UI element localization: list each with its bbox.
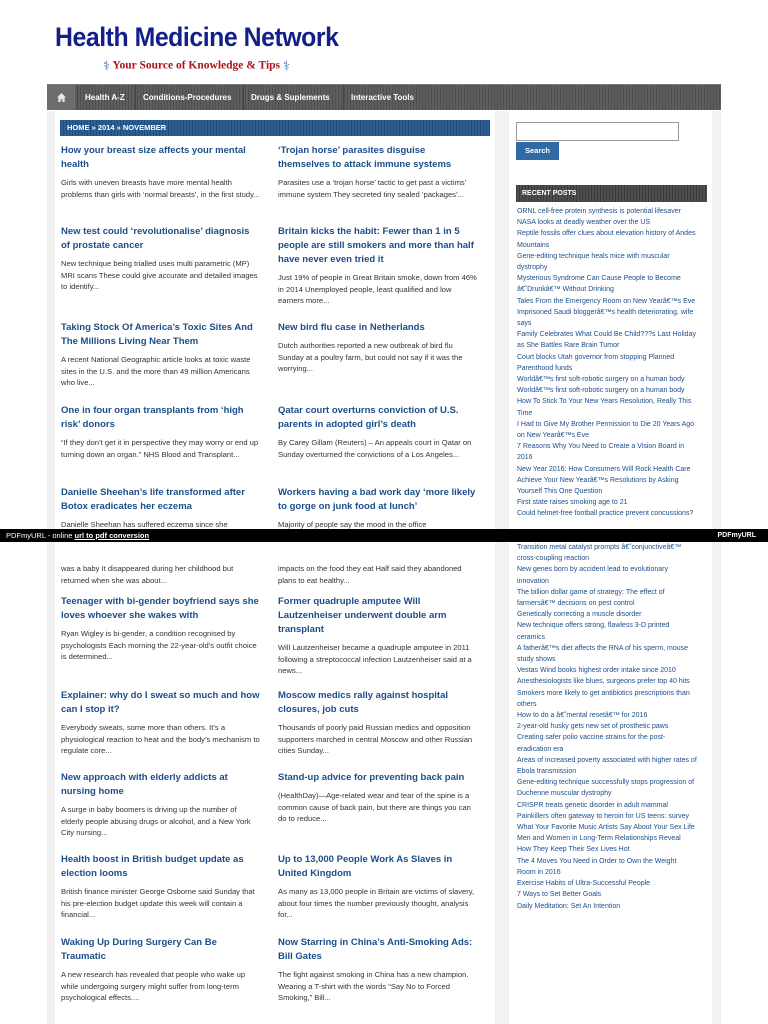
pdf-conversion-link[interactable]: url to pdf conversion: [74, 531, 150, 540]
nav-home-button[interactable]: [47, 85, 75, 110]
search-button[interactable]: Search: [516, 142, 559, 160]
caduceus-icon: ⚕: [282, 58, 290, 73]
article-card: [278, 853, 478, 921]
recent-post-link[interactable]: What Your Favorite Music Artists Say About Your Sex Life: [517, 824, 695, 832]
recent-post-link[interactable]: Transition metal catalyst prompts â€˜conjunctiveâ€™: [517, 544, 682, 551]
article-card: [278, 225, 478, 307]
article-title[interactable]: How your breast size affects your mental health: [61, 145, 246, 170]
recent-post-link[interactable]: â€˜Drunkâ€™ Without Drinking: [517, 286, 614, 294]
recent-post-link[interactable]: Tales From the Emergency Room on New Yearâ€™s Eve: [517, 297, 696, 305]
article-excerpt: A new research has revealed that people who wake up while undergoing surgery might suffer from long-term psychological effects....: [61, 970, 246, 1002]
article-title[interactable]: New approach with elderly addicts at nursing home: [61, 772, 228, 797]
recent-post-link[interactable]: Room in 2016: [517, 868, 561, 876]
tagline-text: Your Source of Knowledge & Tips: [112, 59, 281, 72]
article-title[interactable]: Britain kicks the habit: Fewer than 1 in 5 people are still smokers and more than half have never even tried it: [278, 226, 474, 265]
recent-post-link[interactable]: New technique offers strong, flawless 3-D printed: [517, 622, 670, 630]
recent-post-link[interactable]: Ebola transmission: [517, 768, 577, 776]
article-title[interactable]: Now Starring in China’s Anti-Smoking Ads: Bill Gates: [278, 937, 473, 962]
recent-post-link[interactable]: others: [517, 700, 537, 708]
recent-post-link[interactable]: farmersâ€™ decisions on pest control: [517, 600, 635, 608]
article-excerpt: A surge in baby boomers is driving up the number of elderly people abusing drugs or alcohol, and a New York City nursing...: [61, 805, 251, 837]
recent-post-link[interactable]: study shows: [517, 656, 556, 664]
article-excerpt: Parasites use a ‘trojan horse’ tactic to get past a victims’ immune system They secreted tiny sealed ‘packages’...: [278, 178, 467, 199]
recent-post-link[interactable]: How To Stick To Your New Years Resolution, Really This: [517, 398, 692, 406]
recent-post-link[interactable]: Parenthood funds: [517, 364, 573, 372]
recent-post-link[interactable]: The 4 Moves You Need in Order to Own the Weight: [517, 857, 677, 865]
article-title[interactable]: Taking Stock Of America’s Toxic Sites And The Millions Living Near Them: [61, 322, 253, 347]
article-title[interactable]: Moscow medics rally against hospital closures, job cuts: [278, 690, 448, 715]
site-tagline: [103, 58, 290, 74]
article-card: [61, 689, 261, 757]
article-card: [278, 486, 478, 531]
recent-post-link[interactable]: innovation: [517, 577, 549, 585]
search-input[interactable]: [516, 122, 679, 141]
recent-post-link[interactable]: Yourself This One Question: [517, 488, 603, 496]
article-excerpt: Ryan Wigley is bi-gender, a condition recognised by psychologists Each morning the 22-year-old’s outfit choice is determined...: [61, 629, 257, 661]
home-icon: [57, 93, 66, 102]
article-excerpt: Majority of people say the mood in the office: [278, 520, 427, 529]
nav-item-interactive-tools[interactable]: Interactive Tools: [343, 85, 421, 110]
recent-post-link[interactable]: The billion dollar game of strategy: The effect of: [517, 588, 665, 596]
recent-post-link[interactable]: Exercise Habits of Ultra-Successful People: [517, 880, 651, 888]
recent-post-link[interactable]: Men and Women in Long-Term Relationships Reveal: [517, 835, 681, 843]
recent-post-link[interactable]: 7 Ways to Set Better Goals: [517, 891, 602, 899]
article-excerpt: was a baby It disappeared during her childhood but returned when she was about...: [61, 564, 234, 585]
nav-item-drugs-suplements[interactable]: Drugs & Suplements: [243, 85, 337, 110]
recent-post-link[interactable]: Areas of increased poverty associated with higher rates of: [517, 756, 697, 764]
recent-post-link[interactable]: Court blocks Utah governor from stopping Planned: [517, 353, 675, 361]
article-excerpt: British finance minister George Osborne said Sunday that his pre-election budget update this week will contain a financial...: [61, 887, 255, 919]
recent-post-link[interactable]: Family Celebrates What Could Be Child???s Last Holiday: [517, 331, 696, 339]
main-content: [55, 111, 495, 1024]
pdf-conversion-bar: [0, 529, 768, 542]
article-card: [61, 853, 261, 921]
recent-post-link[interactable]: New Year 2016: How Consumers Will Rock Health Care: [517, 465, 691, 473]
article-card: [278, 144, 478, 200]
recent-post-link[interactable]: CRISPR treats genetic disorder in adult mammal: [517, 801, 668, 809]
article-excerpt: Danielle Sheehan has suffered eczema since she: [61, 520, 228, 529]
article-excerpt: The fight against smoking in China has a new champion. Wearing a T-shirt with the words “Say No to Forced Smoking,” Bill...: [278, 970, 469, 1002]
recent-post-link[interactable]: dystrophy: [517, 264, 548, 272]
recent-post-link[interactable]: New genes born by accident lead to evolutionary: [517, 566, 668, 574]
recent-post-link[interactable]: on New Yearâ€™s Eve: [517, 432, 589, 440]
recent-post-link[interactable]: Time: [517, 409, 533, 417]
article-title[interactable]: Stand-up advice for preventing back pain: [278, 772, 465, 783]
article-title[interactable]: Up to 13,000 People Work As Slaves in United Kingdom: [278, 854, 453, 879]
article-excerpt: “If they don’t get it in perspective they may worry or end up turning down an organ.” NHS Blood and Transplant...: [61, 438, 259, 459]
recent-post-link[interactable]: Achieve Your New Yearâ€™s Resolutions by Asking: [517, 476, 679, 484]
article-title[interactable]: Health boost in British budget update as election looms: [61, 854, 244, 879]
article-title[interactable]: Qatar court overturns conviction of U.S. parents in adopted girl’s death: [278, 405, 459, 430]
recent-post-link[interactable]: Anesthesiologists like blues, surgeons prefer top 40 hits: [517, 678, 690, 686]
recent-post-link[interactable]: says: [517, 320, 532, 328]
article-excerpt: Everybody sweats, some more than others. It’s a physiological reaction to heat and the body’s mechanism to regulate core...: [61, 723, 260, 755]
pdf-bar-prefix: PDFmyURL - online: [6, 531, 75, 540]
recent-post-link[interactable]: Worldâ€™s first soft-robotic surgery on a human body: [517, 376, 685, 384]
article-card: [278, 936, 478, 1004]
caduceus-icon: ⚕: [103, 58, 111, 73]
article-title[interactable]: Explainer: why do I sweat so much and how can I stop it?: [61, 690, 260, 715]
recent-post-link[interactable]: Painkillers often gateway to heroin for US teens: survey: [517, 812, 689, 820]
recent-post-link[interactable]: eradication era: [517, 745, 564, 753]
recent-post-link[interactable]: Genetically correcting a muscle disorder: [517, 611, 642, 619]
article-card: [61, 595, 261, 663]
article-card: [61, 225, 261, 293]
article-card: [278, 595, 478, 677]
article-card: [278, 404, 478, 460]
article-card: [278, 689, 478, 757]
article-excerpt: Just 19% of people in Great Britain smoke, down from 46% in 2014 Unemployed people, least qualified and low earners more...: [278, 273, 477, 305]
site-title[interactable]: Health Medicine Network: [55, 22, 339, 52]
main-navbar: [47, 84, 721, 110]
recent-post-link[interactable]: Gene-editing technique heals mice with muscular: [517, 252, 670, 260]
article-title[interactable]: Waking Up During Surgery Can Be Traumatic: [61, 937, 217, 962]
article-card: [61, 486, 261, 531]
pdfmyurl-logo[interactable]: PDFmyURL: [717, 532, 756, 539]
article-title[interactable]: Teenager with bi-gender boyfriend says she loves whoever she wakes with: [61, 596, 259, 621]
recent-post-link[interactable]: ceramics: [517, 633, 546, 641]
article-excerpt: Will Lautzenheiser became a quadruple amputee in 2011 following a streptococcal infection Lautzenheiser said at a news...: [278, 643, 472, 675]
recent-posts-list: [517, 542, 709, 912]
recent-post-link[interactable]: Mysterious Syndrome Can Cause People to Become: [517, 275, 681, 283]
article-title[interactable]: One in four organ transplants from ‘high risk’ donors: [61, 405, 244, 430]
article-title[interactable]: Danielle Sheehan’s life transformed after Botox eradicates her eczema: [61, 487, 245, 512]
recent-post-link[interactable]: 7 Reasons Why You Need to Create a Vision Board in: [517, 443, 685, 451]
article-card: [61, 144, 261, 200]
article-excerpt: Girls with uneven breasts have more mental health problems than girls with ‘normal breasts’, in the first study...: [61, 178, 260, 199]
article-excerpt: By Carey Gillam (Reuters) – An appeals court in Qatar on Sunday overturned the convictions of a Los Angeles...: [278, 438, 472, 459]
article-excerpt: As many as 13,000 people in Britain are victims of slavery, about four times the number previously thought, analysis for...: [278, 887, 475, 919]
recent-post-link[interactable]: Daily Meditation: Set An Intention: [517, 902, 621, 910]
recent-post-link[interactable]: cross-coupling reaction: [517, 555, 589, 563]
article-excerpt: impacts on the food they eat Half said they abandoned plans to eat healthy...: [278, 564, 462, 585]
recent-post-link[interactable]: A fatherâ€™s diet affects the RNA of his sperm, mouse: [517, 644, 689, 652]
recent-post-link[interactable]: Could helmet-free football practice prevent concussions?: [517, 510, 694, 518]
article-title[interactable]: New test could ‘revolutionalise’ diagnosis of prostate cancer: [61, 226, 250, 251]
nav-item-health-a-z[interactable]: Health A-Z: [77, 85, 132, 110]
recent-post-link[interactable]: Smokers more likely to get antibiotics prescriptions than: [517, 689, 690, 697]
nav-item-conditions-procedures[interactable]: Conditions-Procedures: [135, 85, 238, 110]
recent-post-link[interactable]: Reptile fossils offer clues about elevation history of Andes: [517, 230, 696, 238]
recent-post-link[interactable]: Mountains: [517, 241, 550, 249]
article-card: [61, 936, 261, 1004]
recent-post-link[interactable]: Worldâ€™s first soft-robotic surgery on a human body: [517, 387, 685, 395]
article-card: [278, 321, 478, 375]
article-card: [278, 771, 478, 825]
article-excerpt: New technique being trialled uses multi parametric (MP) MRI scans These could give accurate and detailed images to identify...: [61, 259, 258, 291]
recent-post-link[interactable]: Gene-editing technique successfully stops progression of: [517, 779, 695, 787]
recent-post-link[interactable]: First state raises smoking age to 21: [517, 499, 628, 507]
recent-post-link[interactable]: Vestas Wind books highest order intake since 2010: [517, 667, 676, 675]
article-excerpt: A recent National Geographic article looks at toxic waste sites in the U.S. and the more than 49 million Americans who live...: [61, 355, 251, 387]
recent-post-link[interactable]: NASA looks at deadly weather over the US: [517, 219, 651, 227]
recent-post-link[interactable]: Creating safer polio vaccine strains for the post-: [517, 734, 666, 742]
article-excerpt: Thousands of poorly paid Russian medics and opposition supporters marched in central Moscow and other Russian cities Sunday...: [278, 723, 473, 755]
recent-post-link[interactable]: as She Battles Rare Brain Tumor: [517, 342, 620, 350]
article-title[interactable]: ‘Trojan horse’ parasites disguise themselves to attack immune systems: [278, 145, 452, 170]
article-card: [61, 404, 261, 460]
site-header: [55, 22, 363, 73]
recent-post-link[interactable]: Duchenne muscular dystrophy: [517, 790, 612, 798]
breadcrumb[interactable]: HOME » 2014 » NOVEMBER: [60, 120, 490, 136]
article-card: [278, 558, 478, 586]
recent-post-link[interactable]: ORNL cell-free protein synthesis is potential lifesaver: [517, 208, 681, 215]
article-excerpt: Dutch authorities reported a new outbreak of bird flu Sunday at a poultry farm, but could not say if it was the worrying...: [278, 341, 463, 373]
article-title[interactable]: Workers having a bad work day ‘more likely to gorge on junk food at lunch’: [278, 487, 476, 512]
article-card: [61, 771, 261, 839]
recent-post-link[interactable]: Imprisoned Saudi bloggerâ€™s health deteriorating, wife: [517, 308, 694, 316]
article-title[interactable]: New bird flu case in Netherlands: [278, 322, 425, 333]
article-card: [61, 321, 261, 389]
recent-post-link[interactable]: 2-year-old husky gets new set of prosthetic paws: [517, 723, 669, 731]
recent-posts-header: RECENT POSTS: [516, 185, 707, 202]
recent-post-link[interactable]: I Had to Give My Brother Permission to Die 20 Years Ago: [517, 420, 695, 428]
article-card: [61, 558, 261, 586]
recent-post-link[interactable]: How They Keep Their Sex Lives Hot: [517, 846, 630, 854]
sidebar: [509, 111, 712, 1024]
article-title[interactable]: Former quadruple amputee Will Lautzenheiser underwent double arm transplant: [278, 596, 447, 635]
recent-post-link[interactable]: 2016: [517, 454, 533, 462]
article-excerpt: (HealthDay)—Age-related wear and tear of the spine is a common cause of back pain, but there are things you can do to reduce...: [278, 791, 471, 823]
recent-posts-list: [517, 206, 709, 520]
recent-post-link[interactable]: How to do a â€˜mental resetâ€™ for 2016: [517, 712, 648, 720]
